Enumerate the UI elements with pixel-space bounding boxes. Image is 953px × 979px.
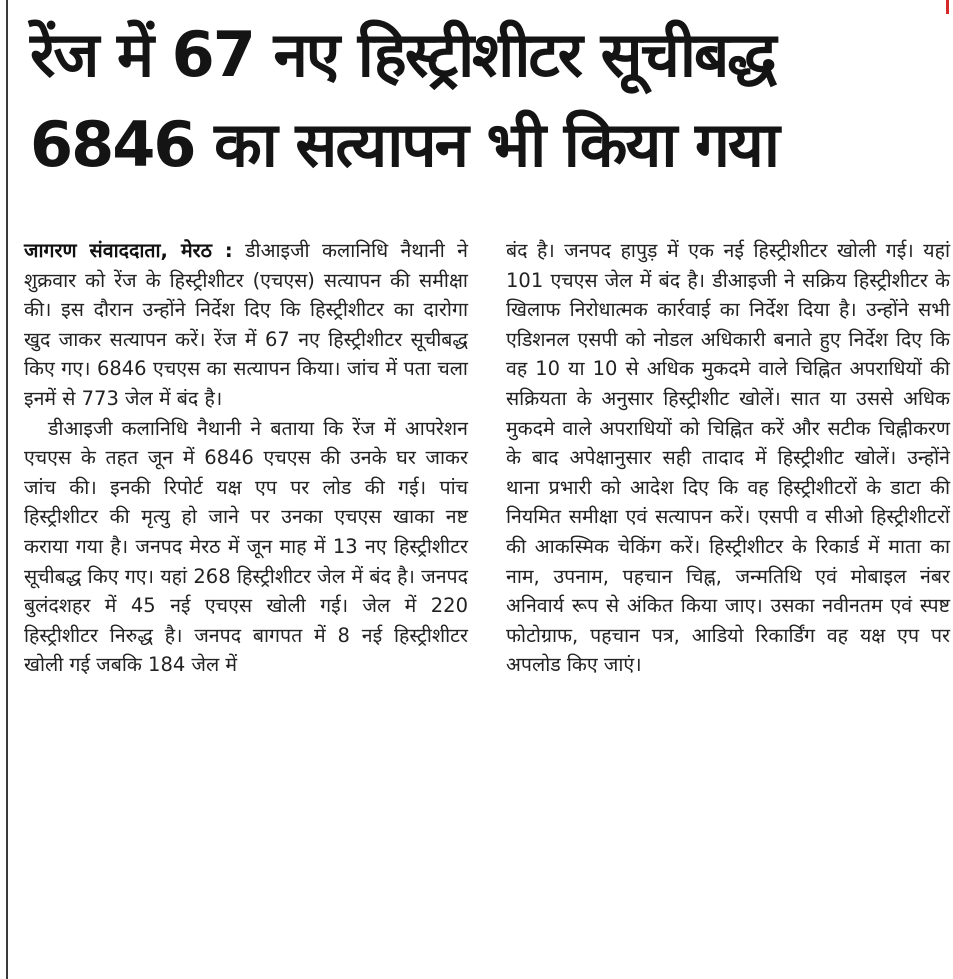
- dateline: जागरण संवाददाता, मेरठ :: [24, 239, 233, 262]
- headline-line-1: रेंज में 67 नए हिस्ट्रीशीटर सूचीबद्ध: [30, 18, 775, 91]
- column-rule: [6, 0, 8, 979]
- article-column-left: [24, 236, 468, 680]
- headline-line-2: 6846 का सत्यापन भी किया गया: [30, 108, 778, 181]
- paragraph-1-text: डीआइजी कलानिधि नैथानी ने शुक्रवार को रेंज के हिस्ट्रीशीटर (एचएस) सत्यापन की समीक्षा की। इस दौरान उन्होंने निर्देश दिए कि हिस्ट्रीशीटर का दारोगा खुद जाकर सत्यापन करें। रेंज में 67 नए हिस्ट्रीशीटर सूचीबद्ध किए गए। 6846 एचएस का सत्यापन किया। जांच में पता चला इनमें से 773 जेल में बंद है।: [24, 239, 468, 410]
- article-paragraph-3: बंद है। जनपद हापुड़ में एक नई हिस्ट्रीशीटर खोली गई। यहां 101 एचएस जेल में बंद है। डीआइजी ने सक्रिय हिस्ट्रीशीटर के खिलाफ निरोधात्मक कार्रवाई का निर्देश दिया है। उन्होंने सभी एडिशनल एसपी को नोडल अधिकारी बनाते हुए निर्देश दिए कि वह 10 या 10 से अधिक मुकदमे वाले चिह्नित अपराधियों की सक्रियता के अनुसार हिस्ट्रीशीट खोलें। सात या उससे अधिक मुकदमे वाले अपराधियों को चिह्नित करें और सटीक चिह्नीकरण के बाद अपेक्षानुसार सही तादाद में हिस्ट्रीशीट खोलें। उन्होंने थाना प्रभारी को आदेश दिए कि वह हिस्ट्रीशीटरों के डाटा की नियमित समीक्षा एवं सत्यापन करें। एसपी व सीओ हिस्ट्रीशीटरों की आकस्मिक चेकिंग करें। हिस्ट्रीशीटर के रिकार्ड में माता का नाम, उपनाम, पहचान चिह्न, जन्मतिथि एवं मोबाइल नंबर अनिवार्य रूप से अंकित किया जाए। उसका नवीनतम एवं स्पष्ट फोटोग्राफ, पहचान पत्र, आडियो रिकार्डिंग वह यक्ष एप पर अपलोड किए जाएं।: [506, 239, 950, 677]
- article-paragraph-1: [24, 236, 468, 414]
- article-paragraph-2: डीआइजी कलानिधि नैथानी ने बताया कि रेंज में आपरेशन एचएस के तहत जून में 6846 एचएस की उनके घर जाकर जांच की। इनकी रिपोर्ट यक्ष एप पर लोड की गई। पांच हिस्ट्रीशीटर की मृत्यु हो जाने पर उनका एचएस खाका नष्ट कराया गया है। जनपद मेरठ में जून माह में 13 नए हिस्ट्रीशीटर सूचीबद्ध किए गए। यहां 268 हिस्ट्रीशीटर जेल में बंद है। जनपद बुलंदशहर में 45 नई एचएस खोली गई। जेल में 220 हिस्ट्रीशीटर निरुद्ध है। जनपद बागपत में 8 नई हिस्ट्रीशीटर खोली गई जबकि 184 जेल में: [24, 416, 468, 677]
- headline: [30, 10, 950, 190]
- article-column-right: [506, 236, 950, 680]
